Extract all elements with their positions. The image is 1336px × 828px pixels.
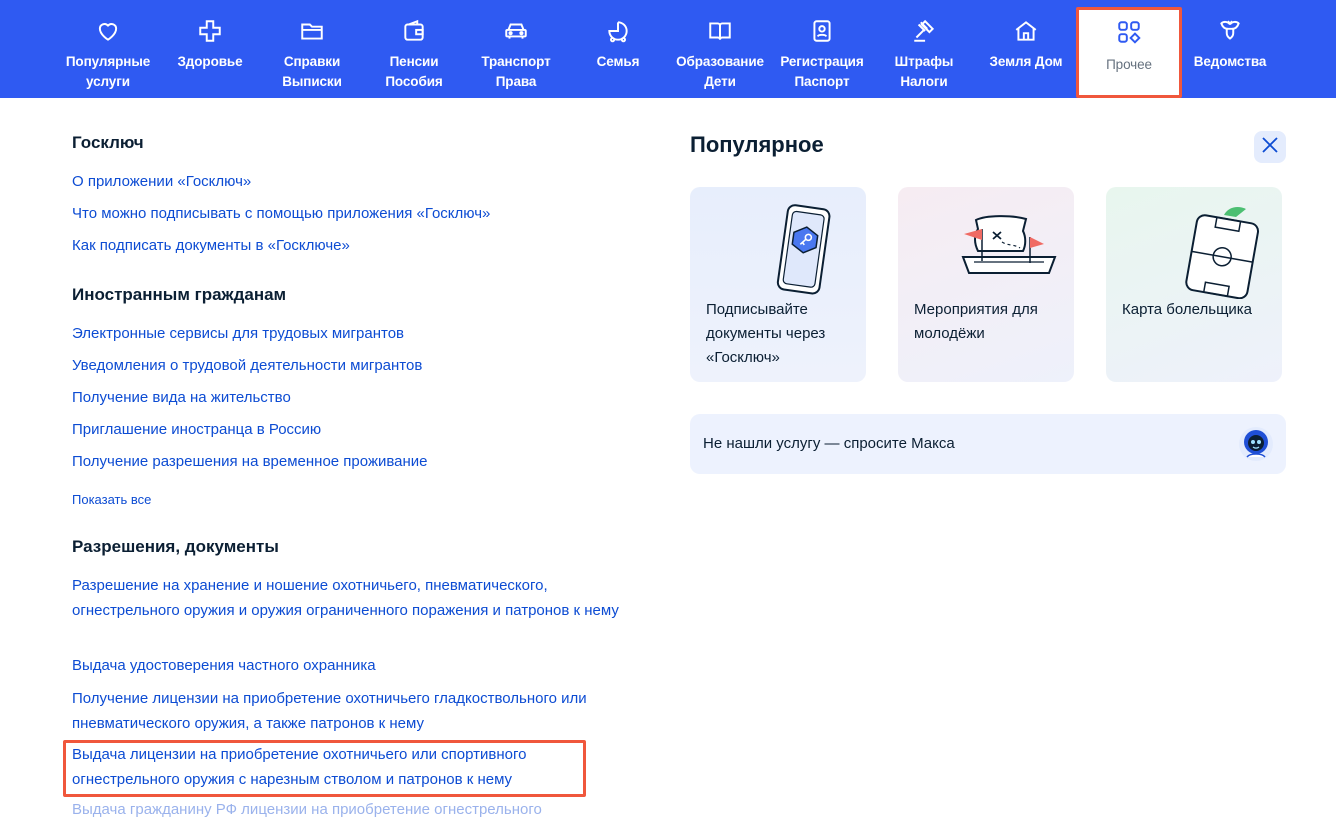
nav-item-transport[interactable] [466, 0, 566, 98]
nav-label: Образование Дети [676, 54, 764, 89]
link-permits-citizen-license[interactable]: Выдача гражданину РФ лицензии на приобретение огнестрельного [72, 801, 542, 818]
emblem-icon [1217, 18, 1243, 44]
nav-label: Прочее [1106, 57, 1152, 72]
section-title-foreigners: Иностранным гражданам [72, 285, 287, 304]
nav-label: Регистрация Паспорт [780, 54, 864, 89]
football-card-illustration [1106, 187, 1282, 299]
robot-assistant-icon [1238, 426, 1274, 462]
close-icon [1260, 135, 1280, 160]
popular-card-youth-events[interactable] [898, 187, 1074, 382]
wallet-icon [401, 18, 427, 44]
nav-label: Семья [596, 54, 640, 69]
heart-icon [95, 18, 121, 44]
nav-item-health[interactable] [160, 0, 260, 98]
section-title-permits: Разрешения, документы [72, 537, 279, 556]
section-title-goskey: Госключ [72, 133, 144, 152]
nav-item-other[interactable] [1076, 7, 1182, 98]
card-text: Подписывайте документы через «Госключ» [706, 301, 826, 366]
link-permits-guard-certificate[interactable]: Выдача удостоверения частного охранника [72, 657, 376, 674]
link-foreigners-invitation[interactable]: Приглашение иностранца в Россию [72, 421, 322, 438]
medical-cross-icon [197, 18, 223, 44]
close-button[interactable] [1254, 131, 1286, 163]
popular-card-fan-card[interactable] [1106, 187, 1282, 382]
nav-label: Транспорт Права [481, 54, 551, 89]
link-goskey-how-sign[interactable]: Как подписать документы в «Госключе» [72, 237, 350, 254]
link-foreigners-residence[interactable]: Получение вида на жительство [72, 389, 291, 406]
nav-item-certificates[interactable] [262, 0, 362, 98]
popular-title: Популярное [690, 132, 824, 157]
nav-item-popular[interactable] [58, 0, 158, 98]
nav-label: Пенсии Пособия [385, 54, 443, 89]
nav-item-pensions[interactable] [364, 0, 464, 98]
top-navigation [0, 0, 1336, 98]
card-text: Мероприятия для молодёжи [914, 301, 1038, 342]
baby-stroller-icon [605, 18, 631, 44]
gavel-icon [911, 18, 937, 44]
folder-icon [299, 18, 325, 44]
book-icon [707, 18, 733, 44]
show-all-link[interactable]: Показать все [72, 492, 152, 507]
nav-label: Штрафы Налоги [894, 54, 954, 89]
nav-label: Ведомства [1193, 54, 1267, 69]
link-permits-rifled-license[interactable]: Выдача лицензии на приобретение охотничьего или спортивного огнестрельного оружия с нарезным стволом и патронов к нему [72, 746, 527, 788]
nav-label: Популярные услуги [65, 54, 151, 89]
link-permits-weapon-storage[interactable]: Разрешение на хранение и ношение охотничьего, пневматического, огнестрельного оружия и оружия ограниченного поражения и патронов к нему [72, 577, 619, 619]
card-text: Карта болельщика [1122, 301, 1253, 318]
ask-assistant-text: Не нашли услугу — спросите Макса [703, 435, 955, 452]
nav-item-agencies[interactable] [1180, 0, 1280, 98]
nav-item-education[interactable] [670, 0, 770, 98]
nav-label: Земля Дом [989, 54, 1063, 69]
passport-icon [809, 18, 835, 44]
nav-item-fines[interactable] [874, 0, 974, 98]
nav-label: Справки Выписки [282, 54, 342, 89]
nav-label: Здоровье [177, 54, 243, 69]
link-foreigners-temporary[interactable]: Получение разрешения на временное проживание [72, 453, 428, 470]
popular-card-goskey[interactable] [690, 187, 866, 382]
phone-key-illustration [690, 187, 866, 299]
link-permits-smoothbore-license[interactable]: Получение лицензии на приобретение охотничьего гладкоствольного или пневматического оружия, а также патронов к нему [72, 690, 587, 732]
car-icon [503, 18, 529, 44]
link-foreigners-e-services[interactable]: Электронные сервисы для трудовых мигрантов [72, 325, 404, 342]
map-flags-illustration [898, 187, 1074, 299]
link-goskey-what-sign[interactable]: Что можно подписывать с помощью приложения «Госключ» [72, 205, 491, 222]
ask-assistant-bar[interactable] [690, 414, 1286, 474]
house-icon [1013, 18, 1039, 44]
nav-item-family[interactable] [568, 0, 668, 98]
nav-item-land-house[interactable] [976, 0, 1076, 98]
link-foreigners-notifications[interactable]: Уведомления о трудовой деятельности мигрантов [72, 357, 423, 374]
link-goskey-about[interactable]: О приложении «Госключ» [72, 173, 252, 190]
nav-item-registration[interactable] [772, 0, 872, 98]
apps-grid-icon [1116, 19, 1142, 45]
